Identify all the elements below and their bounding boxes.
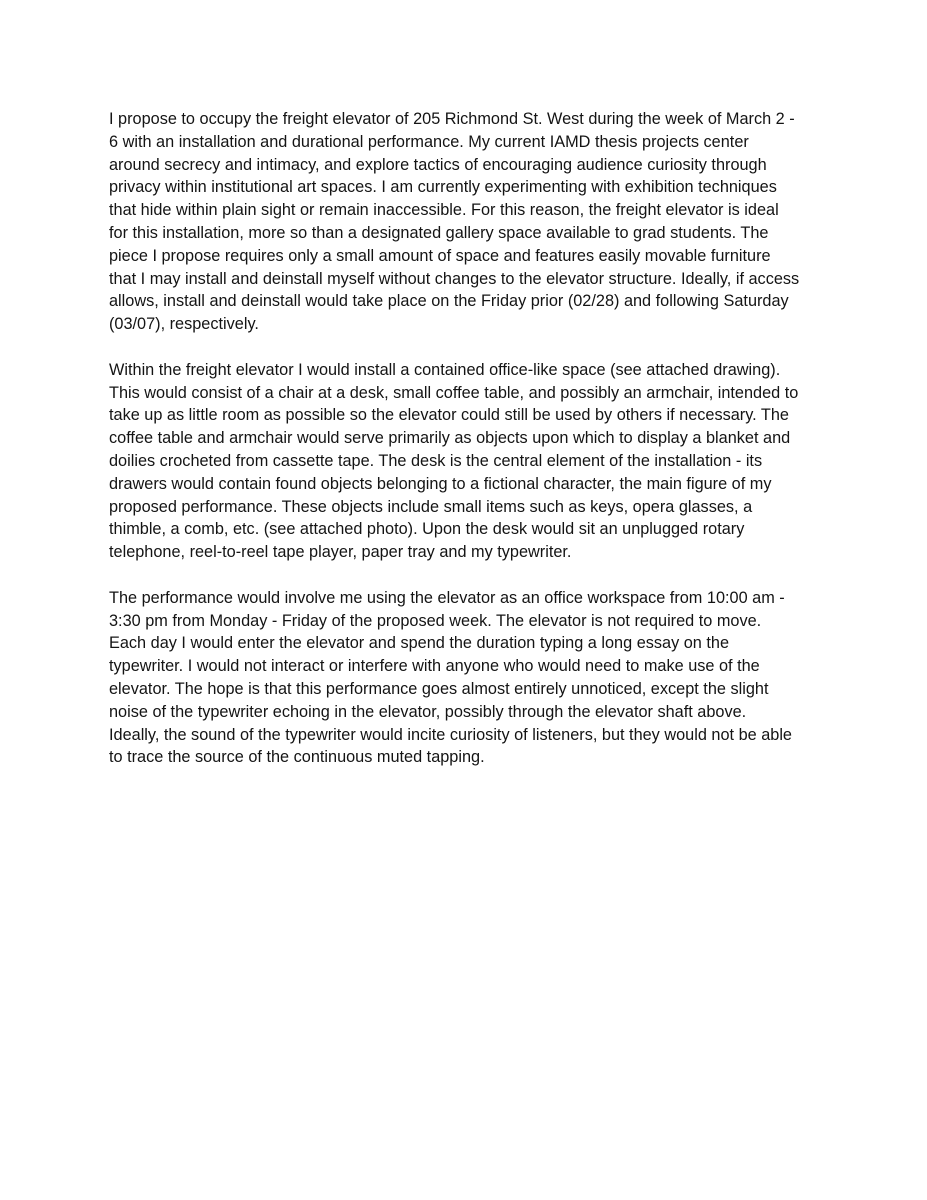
text-line: drawers would contain found objects belonging to a fictional character, the main figure of my [109, 474, 772, 493]
text-line: Each day I would enter the elevator and spend the duration typing a long essay on the [109, 634, 730, 653]
text-line: piece I propose requires only a small amount of space and features easily movable furniture [109, 246, 771, 265]
text-line: coffee table and armchair would serve primarily as objects upon which to display a blanket and [109, 429, 791, 448]
text-line: privacy within institutional art spaces. I am currently experimenting with exhibition techniques [109, 178, 777, 197]
paragraph-performance [109, 587, 829, 769]
text-line: to trace the source of the continuous muted tapping. [109, 748, 485, 767]
text-line: The performance would involve me using the elevator as an office workspace from 10:00 am - [109, 588, 785, 607]
text-line: thimble, a comb, etc. (see attached photo). Upon the desk would sit an unplugged rotary [109, 520, 745, 539]
text-line: that hide within plain sight or remain inaccessible. For this reason, the freight elevator is ideal [109, 201, 779, 220]
text-line: (03/07), respectively. [109, 315, 259, 334]
text-line: take up as little room as possible so the elevator could still be used by others if necessary. The [109, 406, 789, 425]
text-line: typewriter. I would not interact or interfere with anyone who would need to make use of the [109, 657, 760, 676]
text-line: for this installation, more so than a designated gallery space available to grad students. The [109, 223, 769, 242]
text-line: Within the freight elevator I would install a contained office-like space (see attached drawing). [109, 360, 781, 379]
text-line: Ideally, the sound of the typewriter would incite curiosity of listeners, but they would not be able [109, 725, 792, 744]
text-line: that I may install and deinstall myself without changes to the elevator structure. Ideally, if access [109, 269, 800, 288]
document-body [109, 108, 829, 792]
text-line: doilies crocheted from cassette tape. The desk is the central element of the installation - its [109, 451, 763, 470]
text-line: around secrecy and intimacy, and explore tactics of encouraging audience curiosity through [109, 155, 767, 174]
text-line: 3:30 pm from Monday - Friday of the proposed week. The elevator is not required to move. [109, 611, 762, 630]
text-line: proposed performance. These objects include small items such as keys, opera glasses, a [109, 497, 753, 516]
text-line: This would consist of a chair at a desk, small coffee table, and possibly an armchair, intended to [109, 383, 799, 402]
text-line: 6 with an installation and durational performance. My current IAMD thesis projects center [109, 132, 749, 151]
text-line: elevator. The hope is that this performance goes almost entirely unnoticed, except the slight [109, 679, 769, 698]
paragraph-installation [109, 359, 829, 564]
text-line: I propose to occupy the freight elevator of 205 Richmond St. West during the week of March 2 - [109, 110, 795, 128]
text-line: noise of the typewriter echoing in the elevator, possibly through the elevator shaft above. [109, 702, 747, 721]
text-line: allows, install and deinstall would take place on the Friday prior (02/28) and following Saturday [109, 292, 789, 311]
paragraph-proposal [109, 108, 829, 336]
text-line: telephone, reel-to-reel tape player, paper tray and my typewriter. [109, 543, 572, 562]
